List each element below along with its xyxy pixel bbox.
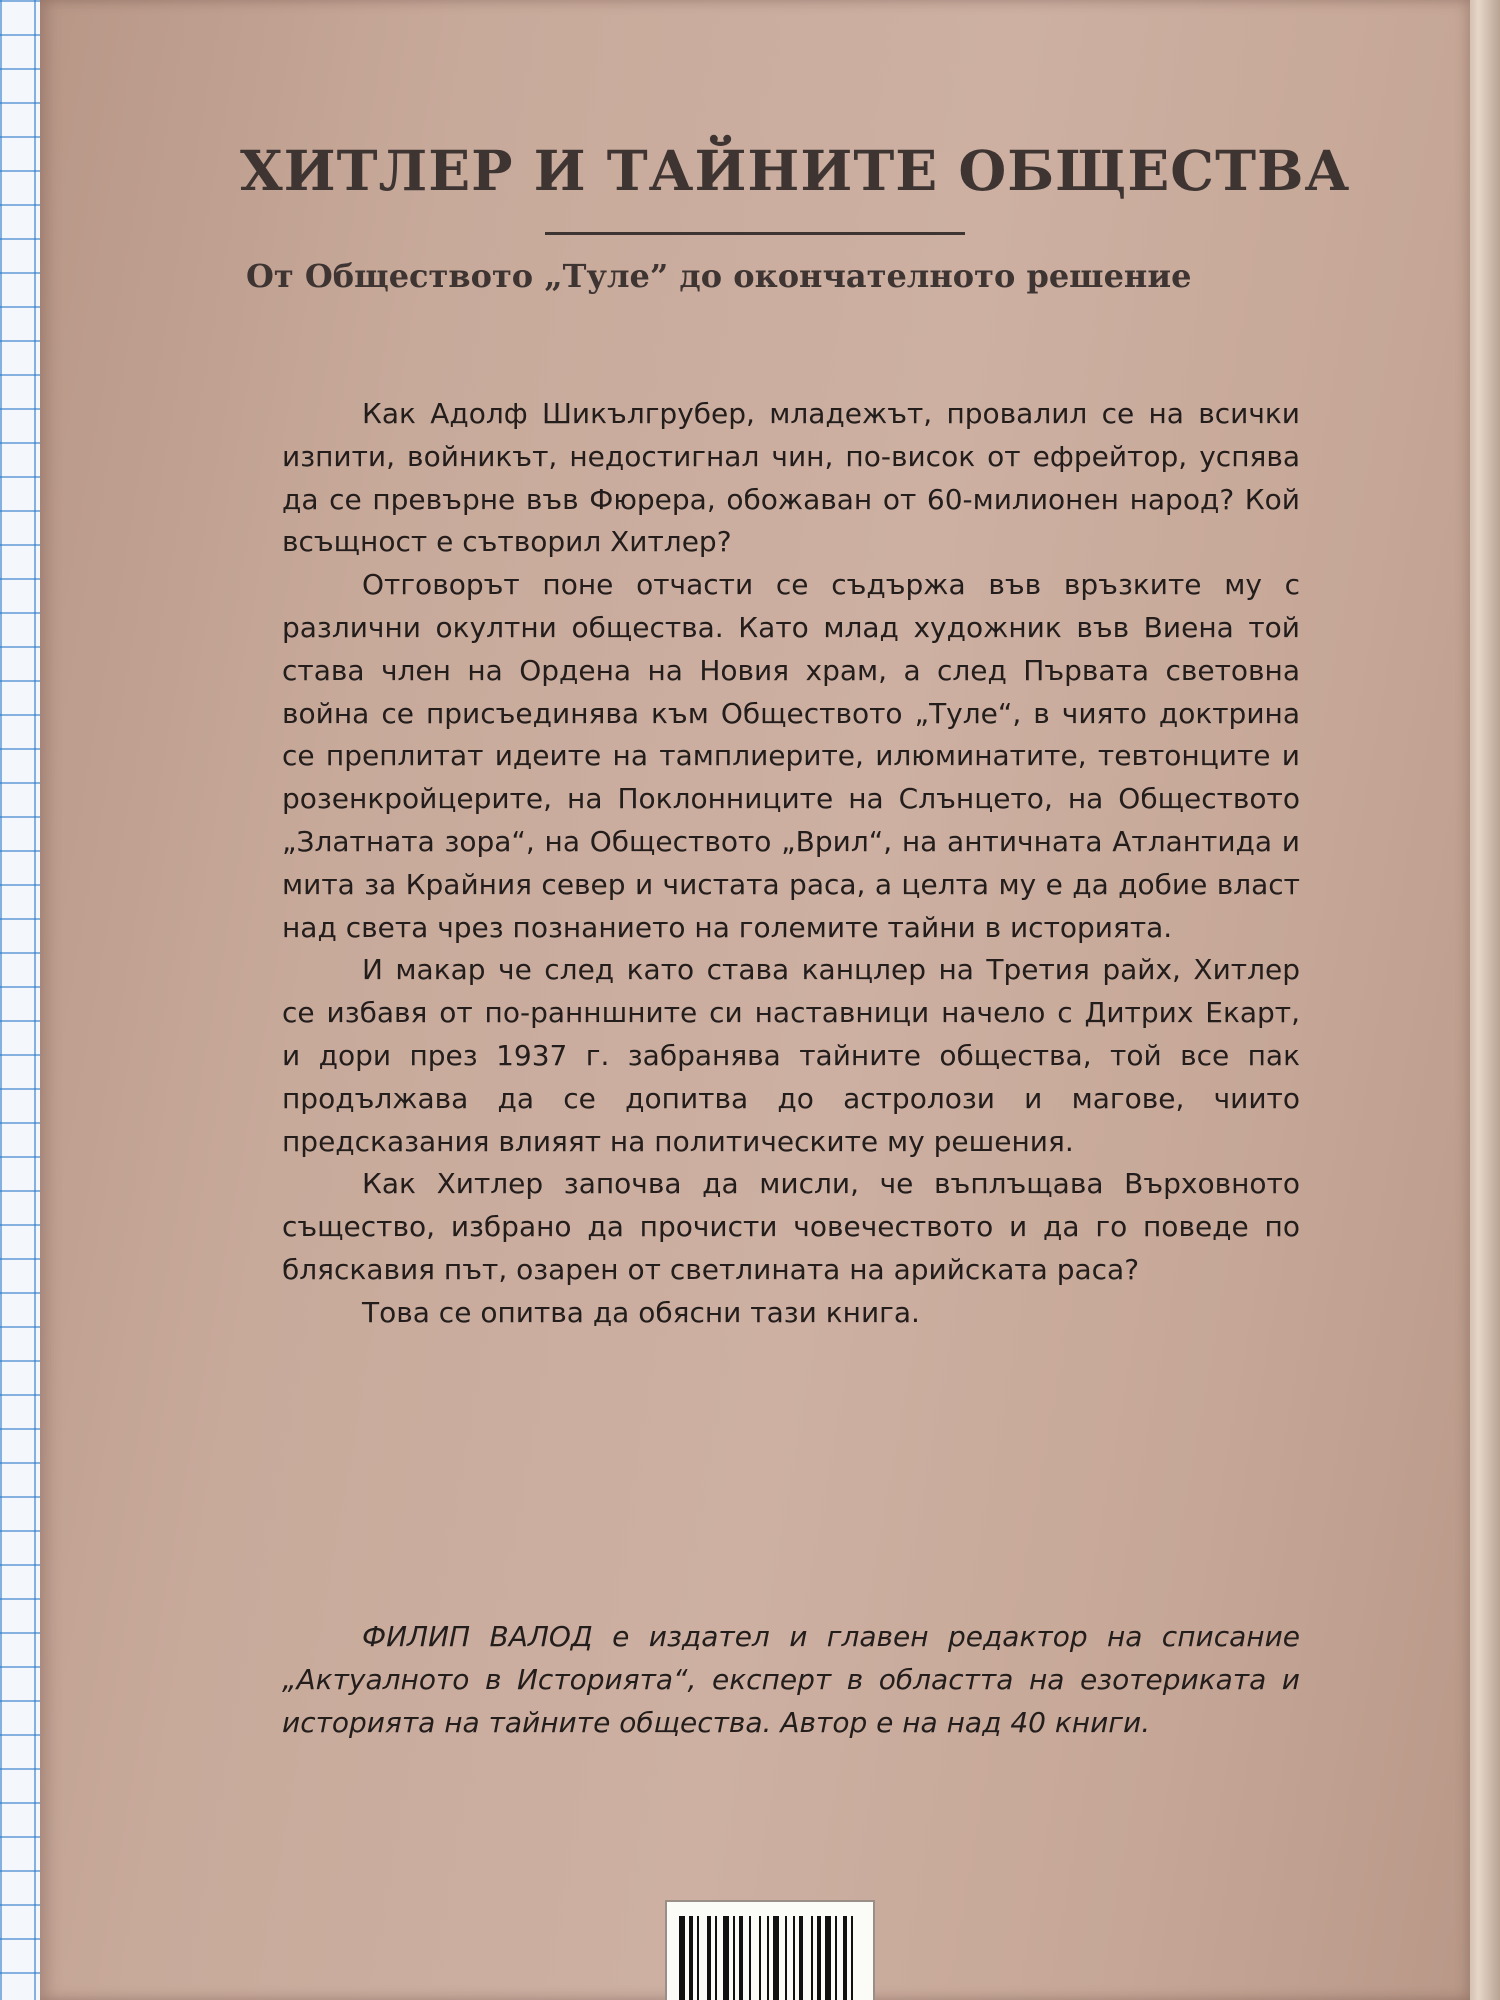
barcode-bar bbox=[739, 1916, 743, 2000]
blurb-paragraph-1: Как Адолф Шикългрубер, младежът, провалил се на всички изпити, войникът, недостигнал чин, по-висок от ефрейтор, успява да се превърне във Фюрера, обожаван от 60-милионен народ? Кой всъщност е сътворил Хитлер? bbox=[282, 397, 1300, 559]
barcode-bar bbox=[697, 1916, 699, 2000]
blurb-paragraph-2: Отговорът поне отчасти се съдържа във връзките му с различни окултни общества. Като млад художник във Виена той става член на Ордена на Новия храм, а след Първата световна война се присъединява към Обществото „Туле“, в чиято доктрина се преплитат идеите на тамплиерите, илюминатите, тевтонците и розенкройцерите, на Поклонниците на Слънцето, на Обществото „Златната зора“, на Обществото „Врил“, на античната Атлантида и мита за Крайния север и чистата раса, а целта му е да добие власт над света чрез познанието на големите тайни в историята. bbox=[282, 568, 1300, 944]
barcode-bar bbox=[851, 1916, 853, 2000]
barcode-bar bbox=[773, 1916, 779, 2000]
barcode-bar bbox=[767, 1916, 769, 2000]
blurb-paragraph-4: Как Хитлер започва да мисли, че въплъщава Върховното същество, избрано да прочисти човечеството и да го поведе по бляскавия път, озарен от светлината на арийската раса? bbox=[282, 1167, 1300, 1286]
barcode-bar bbox=[733, 1916, 735, 2000]
barcode-bar bbox=[689, 1916, 693, 2000]
barcode-bar bbox=[759, 1916, 761, 2000]
blurb-text bbox=[282, 393, 1300, 1335]
barcode-bar bbox=[715, 1916, 717, 2000]
blurb-paragraph-5: Това се опитва да обясни тази книга. bbox=[362, 1295, 920, 1329]
title-divider bbox=[545, 232, 965, 235]
blurb-paragraph-3: И макар че след като става канцлер на Третия райх, Хитлер се избавя от по-ранншните си наставници начело с Дитрих Екарт, и дори през 1937 г. забранява тайните общества, той все пак продължава да се допитва до астролози и магове, чиито предсказания влияят на политическите му решения. bbox=[282, 953, 1300, 1158]
barcode-bar bbox=[707, 1916, 711, 2000]
barcode-bar bbox=[785, 1916, 787, 2000]
book-title: ХИТЛЕР И ТАЙНИТЕ ОБЩЕСТВА bbox=[240, 138, 1351, 203]
barcode-bar bbox=[817, 1916, 821, 2000]
book-subtitle: От Обществото „Туле” до окончателното решение bbox=[246, 257, 1192, 295]
barcode-bar bbox=[835, 1916, 837, 2000]
barcode-bar bbox=[843, 1916, 847, 2000]
barcode bbox=[665, 1900, 875, 2000]
barcode-bar bbox=[749, 1916, 751, 2000]
barcode-graphic bbox=[679, 1916, 861, 2000]
barcode-bar bbox=[679, 1916, 685, 2000]
barcode-bar bbox=[723, 1916, 729, 2000]
author-note: ФИЛИП ВАЛОД е издател и главен редактор на списание „Актуалното в Историята“, експерт в областта на езотериката и историята на тайните общества. Автор е на над 40 книги. bbox=[282, 1620, 1300, 1739]
barcode-bar bbox=[799, 1916, 803, 2000]
barcode-bar bbox=[825, 1916, 831, 2000]
barcode-bar bbox=[811, 1916, 813, 2000]
barcode-bar bbox=[793, 1916, 795, 2000]
